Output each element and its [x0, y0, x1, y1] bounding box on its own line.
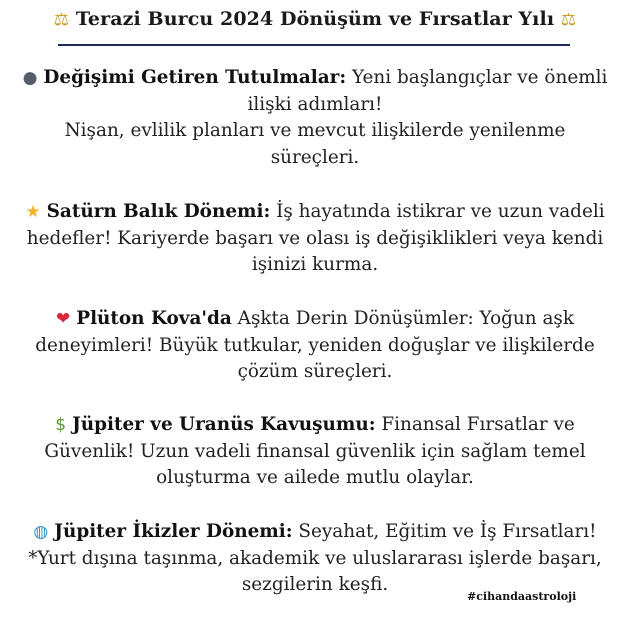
- section-heading: Jüpiter İkizler Dönemi:: [54, 521, 293, 542]
- section-text: ilişki adımları!: [247, 93, 383, 115]
- dark-circle-icon: ●: [22, 68, 38, 88]
- section-text: süreçleri.: [270, 146, 360, 168]
- section-text: işinizi kurma.: [251, 254, 379, 275]
- section-heading: Jüpiter ve Uranüs Kavuşumu:: [72, 414, 376, 435]
- section-text: *Yurt dışına taşınma, akademik ve uluslararası işlerde başarı,: [28, 547, 602, 569]
- hashtag-watermark: #cihandaastroloji: [467, 590, 577, 603]
- section-text: Aşkta Derin Dönüşümler: Yoğun aşk: [231, 308, 575, 329]
- section-pluto-aquarius: [0, 306, 630, 386]
- section-text: Yeni başlangıçlar ve önemli: [346, 67, 608, 88]
- balance-scale-icon: ⚖: [560, 10, 577, 30]
- section-heading: Değişimi Getiren Tutulmalar:: [43, 67, 347, 88]
- section-text: sezgilerin keşfi.: [241, 574, 389, 595]
- section-heading: Satürn Balık Dönemi:: [46, 201, 271, 222]
- section-text: deneyimleri! Büyük tutkular, yeniden doğuşlar ve ilişkilerde: [35, 334, 595, 356]
- section-text: Nişan, evlilik planları ve mevcut ilişkilerde yenilenme: [64, 120, 566, 141]
- title-underline: [58, 44, 570, 46]
- money-icon: $: [55, 415, 67, 435]
- star-icon: ★: [25, 202, 41, 222]
- section-text: çözüm süreçleri.: [237, 361, 393, 382]
- heart-icon: ❤: [55, 309, 71, 329]
- section-saturn-pisces: [0, 199, 630, 279]
- page-title: [0, 8, 630, 30]
- section-text: Güvenlik! Uzun vadeli finansal güvenlik için sağlam temel: [44, 440, 586, 462]
- section-heading: Plüton Kova'da: [76, 308, 232, 329]
- section-jupiter-uranus: [0, 412, 630, 492]
- section-text: hedefler! Kariyerde başarı ve olası iş değişiklikleri veya kendi: [26, 227, 604, 249]
- section-jupiter-gemini: [0, 519, 630, 599]
- balance-scale-icon: ⚖: [53, 10, 70, 30]
- page-title-text: Terazi Burcu 2024 Dönüşüm ve Fırsatlar Yılı: [75, 8, 555, 30]
- globe-icon: ◍: [33, 522, 49, 542]
- section-text: Seyahat, Eğitim ve İş Fırsatları!: [292, 521, 597, 542]
- section-text: Finansal Fırsatlar ve: [375, 414, 575, 435]
- section-text: İş hayatında istikrar ve uzun vadeli: [270, 201, 605, 222]
- section-eclipses: [0, 65, 630, 171]
- section-text: oluşturma ve ailede mutlu olaylar.: [156, 467, 474, 488]
